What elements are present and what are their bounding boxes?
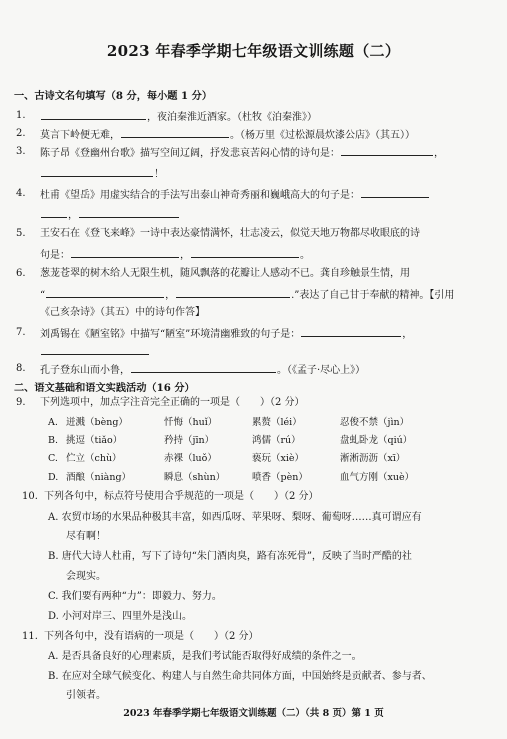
q2-text xyxy=(40,127,415,142)
q3-prompt: 陈子昂《登幽州台歌》描写空间辽阔，抒发悲哀苦闷心情的诗句是： xyxy=(40,148,340,159)
q9-option-d-item-3: 喷香（pèn） xyxy=(252,472,308,483)
q2-blank[interactable] xyxy=(121,127,229,138)
q5-start: 句是： xyxy=(40,250,70,261)
q10-option-b-line2: 会现实。 xyxy=(66,571,106,582)
section-1-heading: 一、古诗文名句填写（8 分，每小题 1 分） xyxy=(14,90,213,102)
q5-end: 。 xyxy=(300,250,310,261)
q9-option-d-label: D. xyxy=(48,472,59,483)
q4-blank-3[interactable] xyxy=(79,207,179,218)
q7-line2 xyxy=(40,344,150,359)
q3-blank-1[interactable] xyxy=(341,145,433,156)
q5-blank-2[interactable] xyxy=(191,247,299,258)
q7-blank-2[interactable] xyxy=(41,344,149,355)
q11-option-a[interactable]: A. 是否具备良好的心理素质，是我们考试能否取得好成绩的条件之一。 xyxy=(48,651,362,662)
q5-blank-1[interactable] xyxy=(71,247,179,258)
q9-option-a-item-1: 迸溅（bèng） xyxy=(66,417,128,428)
q9-option-c-label: C. xyxy=(48,453,58,464)
q9-option-d[interactable] xyxy=(48,469,414,483)
q9-option-c-item-2: 赤裸（luǒ） xyxy=(164,453,217,464)
q11-option-b-line2: 引领者。 xyxy=(66,690,106,701)
q10-option-b-line1[interactable]: B. 唐代大诗人杜甫，写下了诗句“朱门酒肉臭，路有冻死骨”，反映了当时严酷的社 xyxy=(48,551,412,562)
q9-option-a-label: A. xyxy=(48,417,58,428)
q6-blank-1[interactable] xyxy=(46,287,164,298)
q9-option-a-item-2: 忏悔（huǐ） xyxy=(164,417,218,428)
q8-line1 xyxy=(40,362,365,377)
q4-blank-2[interactable] xyxy=(41,207,67,218)
q7-end: ， xyxy=(402,329,413,340)
q9-option-b[interactable] xyxy=(48,432,412,446)
q3-blank-2[interactable] xyxy=(41,166,153,177)
q9-option-c-item-1: 伫立（chù） xyxy=(66,453,122,464)
q1-after: ，夜泊秦淮近酒家。（杜牧《泊秦淮》） xyxy=(147,112,317,123)
q4-line1 xyxy=(40,187,430,202)
q9-option-a-item-4: 忍俊不禁（jìn） xyxy=(340,417,410,428)
q5-number: 5. xyxy=(16,228,26,239)
page-title: 2023 年春季学期七年级语文训练题（二） xyxy=(106,42,401,60)
q5-line2 xyxy=(40,247,310,262)
q9-option-c-item-4: 淅淅沥沥（xī） xyxy=(340,453,406,464)
q1-number: 1. xyxy=(16,110,26,121)
q5-line1: 王安石在《登飞来峰》一诗中表达豪情满怀，壮志凌云，似觉天地万物都尽收眼底的诗 xyxy=(40,228,420,239)
q8-blank[interactable] xyxy=(131,362,276,373)
q10-stem: 下列各句中，标点符号使用合乎规范的一项是（ ）（2 分） xyxy=(44,491,319,502)
page-footer: 2023 年春季学期七年级语文训练题（二）（共 8 页）第 1 页 xyxy=(123,708,384,719)
q8-prompt: 孔子登东山而小鲁， xyxy=(40,365,130,376)
q7-blank-1[interactable] xyxy=(301,326,401,337)
q2-before: 莫言下岭便无难， xyxy=(40,130,120,141)
q9-option-a-item-3: 累赘（léi） xyxy=(252,417,302,428)
q3-line1: 陈子昂《登幽州台歌》描写空间辽阔，抒发悲哀苦闷心情的诗句是： ， xyxy=(40,145,444,160)
q4-blank-1[interactable] xyxy=(361,187,429,198)
q3-end: ！ xyxy=(154,169,164,180)
q4-number: 4. xyxy=(16,188,26,199)
q11-option-b-line1[interactable]: B. 在应对全球气候变化、构建人与自然生命共同体方面，中国始终是贡献者、参与者、 xyxy=(48,671,432,682)
q1-text xyxy=(40,109,317,124)
q3-line2 xyxy=(40,166,164,181)
q10-option-c[interactable]: C. 我们要有两种“力”：即毅力、努力。 xyxy=(48,591,222,602)
q11-number: 11. xyxy=(22,631,38,642)
q7-number: 7. xyxy=(16,327,26,338)
q6-end: .”表达了自己甘于奉献的精神。【引用 xyxy=(291,290,455,301)
q6-open-quote: “ xyxy=(40,290,46,301)
q6-line1: 葱茏苍翠的树木给人无限生机，随风飘落的花瓣让人感动不已。龚自珍触景生情，用 xyxy=(40,268,410,279)
q9-stem: 下列选项中，加点字注音完全正确的一项是（ ）（2 分） xyxy=(40,397,305,408)
q9-option-c[interactable] xyxy=(48,450,405,464)
q5-mid: ， xyxy=(180,250,190,261)
q9-option-d-item-4: 血气方刚（xuè） xyxy=(340,472,415,483)
q8-number: 8. xyxy=(16,363,26,374)
q9-number: 9. xyxy=(16,397,26,408)
q9-option-b-item-1: 挑逗（tiǎo） xyxy=(66,435,123,446)
q4-line2 xyxy=(40,207,180,222)
q3-number: 3. xyxy=(16,146,26,157)
q4-mid: ， xyxy=(68,210,78,221)
q9-option-b-label: B. xyxy=(48,435,59,446)
q9-option-b-item-4: 盘虬卧龙（qiú） xyxy=(340,435,413,446)
q1-blank[interactable] xyxy=(41,109,146,120)
q9-option-b-item-2: 矜持（jīn） xyxy=(164,435,215,446)
q9-option-c-item-3: 亵玩（xiè） xyxy=(252,453,305,464)
q2-after: 。（杨万里《过松源晨炊漆公店》（其五）） xyxy=(230,130,415,141)
q6-line2 xyxy=(40,287,454,302)
q9-option-a[interactable] xyxy=(48,414,409,428)
q6-mid: ， xyxy=(165,290,176,301)
q4-prompt: 杜甫《望岳》用虚实结合的手法写出泰山神奇秀丽和巍峨高大的句子是： xyxy=(40,190,360,201)
q9-option-d-item-1: 酒酿（niàng） xyxy=(66,472,132,483)
section-2-heading: 二、语文基础和语文实践活动（16 分） xyxy=(14,382,195,394)
q11-stem: 下列各句中，没有语病的一项是（ ）（2 分） xyxy=(44,631,259,642)
q7-prompt: 刘禹锡在《陋室铭》中描写“陋室”环境清幽雅致的句子是： xyxy=(40,329,301,340)
q6-line3: 《己亥杂诗》（其五）中的诗句作答】 xyxy=(40,307,205,318)
q6-number: 6. xyxy=(16,268,26,279)
q10-number: 10. xyxy=(22,491,38,502)
q6-blank-2[interactable] xyxy=(176,287,290,298)
q9-option-b-item-3: 鸿儒（rú） xyxy=(252,435,301,446)
q10-option-d[interactable]: D. 小河对岸三、四里外是浅山。 xyxy=(48,611,193,622)
q9-option-d-item-2: 瞬息（shùn） xyxy=(164,472,226,483)
q7-line1 xyxy=(40,326,412,341)
q10-option-a-line2: 尽有啊！ xyxy=(66,531,106,542)
q8-end: 。（《孟子·尽心上》） xyxy=(277,365,366,376)
q2-number: 2. xyxy=(16,128,26,139)
q10-option-a-line1[interactable]: A. 农贸市场的水果品种极其丰富，如西瓜呀、苹果呀、梨呀、葡萄呀……真可谓应有 xyxy=(48,512,422,523)
